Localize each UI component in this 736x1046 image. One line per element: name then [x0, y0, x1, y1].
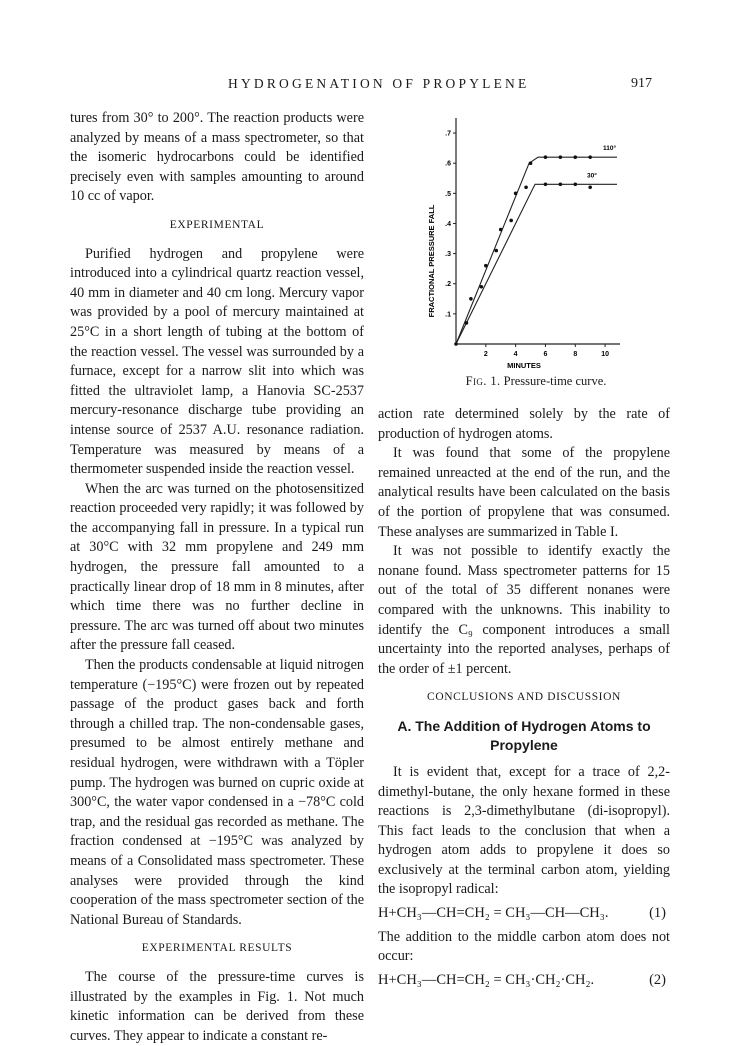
- y-axis-label: FRACTIONAL PRESSURE FALL: [427, 204, 436, 318]
- x-tick-label: 4: [513, 351, 518, 358]
- data-point: [573, 155, 577, 159]
- equation-number: (1): [649, 905, 666, 922]
- equation-number: (2): [649, 971, 666, 988]
- data-point: [544, 182, 548, 186]
- data-point: [494, 249, 498, 253]
- conclusions-heading: CONCLUSIONS AND DISCUSSION: [427, 691, 621, 704]
- series-line: [456, 157, 617, 344]
- equation-text: H+CH₃—CH=CH₂ = CH₃—CH—CH₃.: [378, 905, 609, 922]
- data-point: [465, 321, 469, 325]
- data-point: [454, 342, 458, 346]
- x-tick-label: 10: [601, 351, 609, 358]
- data-point: [588, 186, 592, 190]
- paragraph: tures from 30° to 200°. The reaction products were analyzed by means of a mass spectrometer, so that the isomeric hydrocarbons could be identified precisely even with samples amounting to around 10 cc of vapor.: [70, 110, 364, 205]
- subsection-heading: A. The Addition of Hydrogen Atoms to Propylene: [397, 717, 651, 753]
- figure-pressure-time: [420, 112, 630, 370]
- data-point: [480, 285, 484, 289]
- data-point: [559, 155, 563, 159]
- data-point: [524, 186, 528, 190]
- right-column: [378, 405, 670, 994]
- data-point: [588, 155, 592, 159]
- paragraph: action rate determined solely by the rate of production of hydrogen atoms.: [378, 406, 670, 442]
- y-tick-label: .5: [445, 190, 451, 198]
- paragraph: It is evident that, except for a trace of 2,2-dimethyl-butane, the only hexane formed in these reactions is 2,3-dimethylbutane (di-isopropyl). This fact leads to the conclusion that when a hydrogen atom adds to propylene it does so exclusively at the terminal carbon atom, yielding the isopropyl radical:: [378, 763, 670, 898]
- paragraph: It was found that some of the propylene remained unreacted at the end of the run, and the analytical results have been calculated on the basis of the portion of propylene that was consumed. These analyses are summarized in Table I.: [378, 445, 670, 540]
- y-tick-label: .2: [445, 281, 451, 289]
- data-point: [484, 264, 488, 268]
- y-tick-label: .7: [445, 130, 451, 138]
- y-tick-label: .6: [445, 160, 451, 168]
- running-header: [0, 76, 736, 96]
- data-point: [509, 219, 513, 223]
- y-tick-label: .1: [445, 311, 451, 319]
- data-point: [559, 182, 563, 186]
- y-tick-label: .3: [445, 251, 451, 259]
- series-label-group: [587, 144, 616, 179]
- paragraph: When the arc was turned on the photosensitized reaction proceeded very rapidly; it was followed by the accompanying fall in pressure. In a typical run at 30°C with 32 mm propylene and 249 mm hydrogen, the pressure fall amounted to a practically linear drop of 18 mm in 8 minutes, after which time there was no further decline in pressure. The arc was turned off about two minutes after the pressure fall ceased.: [70, 480, 364, 654]
- pressure-time-chart: [420, 112, 630, 370]
- left-column: [70, 109, 364, 1046]
- series-line: [456, 184, 617, 344]
- equation-text: H+CH₃—CH=CH₂ = CH₃·CH₂·CH₂.: [378, 971, 595, 988]
- series-label: 110°: [603, 145, 617, 153]
- x-axis-label: MINUTES: [507, 361, 541, 370]
- x-tick-label: 6: [543, 351, 548, 358]
- series-label: 30°: [587, 172, 597, 180]
- figure-caption-text: Pressure-time curve.: [503, 374, 607, 388]
- experimental-heading: EXPERIMENTAL: [169, 218, 265, 231]
- x-tick-label: 2: [483, 351, 488, 358]
- x-tick-label: 8: [573, 351, 578, 358]
- y-tick-label: .4: [445, 220, 451, 228]
- page-number: 917: [631, 76, 652, 91]
- running-title: HYDROGENATION OF PROPYLENE: [228, 76, 530, 91]
- data-point: [499, 228, 503, 232]
- paragraph: It was not possible to identify exactly the nonane found. Mass spectrometer patterns for 15 out of the total of 35 different nonanes were compared with the unknowns. This inability to identify the C₉ component introduces a small uncertainty into the reported analyses, perhaps of the order of ±1 percent.: [378, 543, 670, 677]
- paragraph: Purified hydrogen and propylene were introduced into a cylindrical quartz reaction vessel, 40 mm in diameter and 40 cm long. Mercury vapor was provided by a pool of mercury maintained at 25°C in a short length of tubing at the bottom of the reaction vessel. The vessel was surrounded by a furnace, except for a narrow slit into which was fitted the ultraviolet lamp, a Hanovia SC-2537 mercury-resonance discharge tube providing an intense source of 2537 A.U. resonance radiation. Temperature was measured by means of a thermometer suspended inside the reaction vessel.: [70, 245, 364, 478]
- equation-2: [378, 971, 670, 991]
- results-heading: EXPERIMENTAL RESULTS: [141, 942, 293, 955]
- data-point: [529, 161, 533, 165]
- series-line-group: [456, 157, 617, 344]
- equation-1: [378, 904, 670, 924]
- figure-caption: [436, 374, 636, 389]
- paragraph: Then the products condensable at liquid nitrogen temperature (−195°C) were frozen out by repeated passage of the product gases back and forth through a chilled trap. The non-condensable gases, presumed to be almost entirely methane and residual hydrogen, were withdrawn with a Töpler pump. The hydrogen was burned on cupric oxide at 300°C, the water vapor condensed in a −78°C cold trap, and the residual gas recorded as methane. The fraction condensed at −195°C was analyzed by means of a Consolidated mass spectrometer. These analyses were provided through the kind cooperation of the mass spectrometer section of the National Bureau of Standards.: [70, 657, 364, 928]
- y-tick-group: [445, 131, 456, 319]
- x-tick-group: [484, 344, 609, 358]
- data-point: [469, 297, 473, 301]
- data-point: [514, 192, 518, 196]
- data-point: [573, 182, 577, 186]
- paragraph: The course of the pressure-time curves is illustrated by the examples in Fig. 1. Not much kinetic information can be derived from these curves. They appear to indicate a constant re-: [70, 968, 364, 1044]
- data-point: [544, 155, 548, 159]
- figure-label: Fig. 1.: [465, 374, 501, 388]
- paragraph: The addition to the middle carbon atom does not occur:: [378, 928, 670, 965]
